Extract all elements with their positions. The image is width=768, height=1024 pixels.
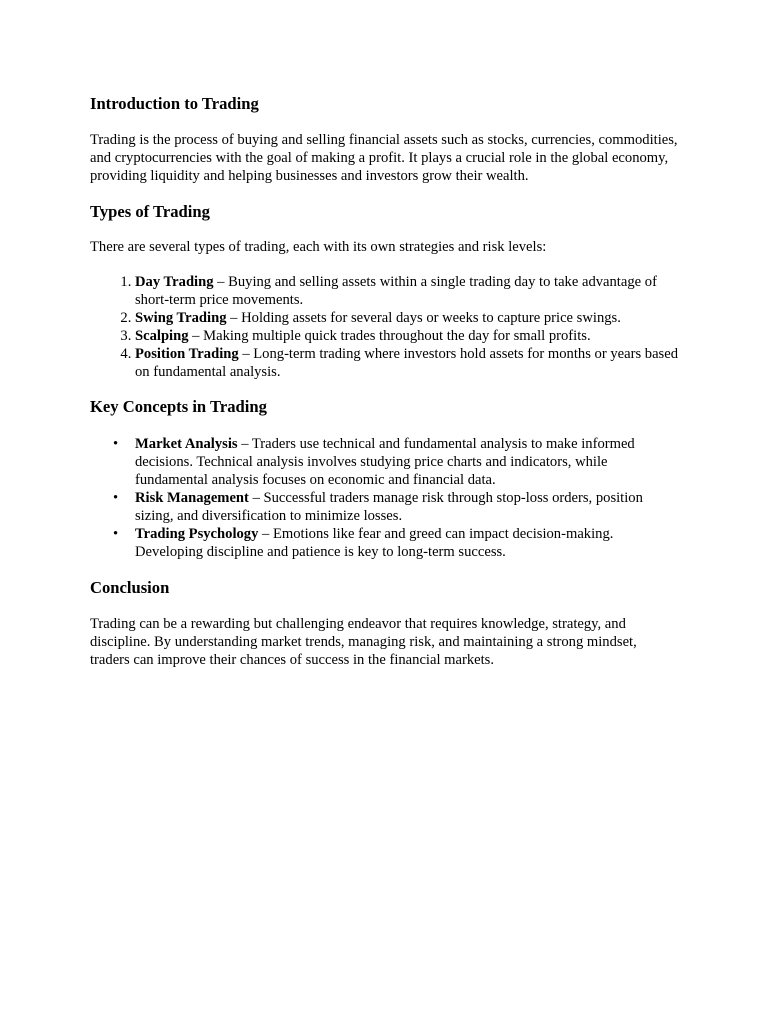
- list-item-text: – Traders use technical and fundamental analysis to make informed decisions. Technical analysis involves studying price charts and indicators, while fundamental analysis focuses on economic and financial data.: [135, 436, 635, 488]
- list-item-term: Position Trading: [135, 346, 239, 362]
- list-item-text: – Successful traders manage risk through stop-loss orders, position sizing, and diversification to minimize losses.: [135, 490, 643, 524]
- list-item-text: – Emotions like fear and greed can impact decision-making. Developing discipline and patience is key to long-term success.: [135, 526, 614, 560]
- list-item-text: – Making multiple quick trades throughout the day for small profits.: [188, 328, 591, 344]
- heading-key-concepts: Key Concepts in Trading: [90, 397, 267, 416]
- bullet-icon: •: [113, 490, 119, 506]
- list-item: [135, 327, 678, 345]
- list-item-term: Risk Management: [135, 490, 249, 506]
- bullet-icon: •: [113, 526, 119, 542]
- list-item: [113, 525, 678, 561]
- list-item-term: Scalping: [135, 328, 189, 344]
- list-item-text: – Holding assets for several days or weeks to capture price swings.: [226, 310, 621, 326]
- list-item: [135, 273, 678, 309]
- paragraph-introduction: Trading is the process of buying and selling financial assets such as stocks, currencies, commodities, and cryptocurrencies with the goal of making a profit. It plays a crucial role in the global economy, providing liquidity and helping businesses and investors grow their wealth.: [90, 132, 678, 184]
- list-item: [113, 489, 678, 525]
- types-list: [90, 273, 678, 381]
- paragraph-conclusion: Trading can be a rewarding but challenging endeavor that requires knowledge, strategy, and discipline. By understanding market trends, managing risk, and maintaining a strong mindset, traders can improve their chances of success in the financial markets.: [90, 616, 637, 668]
- list-item-term: Market Analysis: [135, 436, 238, 452]
- list-item-text: – Buying and selling assets within a single trading day to take advantage of short-term price movements.: [135, 274, 657, 308]
- bullet-icon: •: [113, 436, 119, 452]
- heading-introduction: Introduction to Trading: [90, 94, 259, 113]
- list-item: [113, 435, 678, 489]
- list-item-term: Swing Trading: [135, 310, 227, 326]
- list-item-term: Trading Psychology: [135, 526, 259, 542]
- key-concepts-list: [90, 435, 678, 561]
- list-item-term: Day Trading: [135, 274, 214, 290]
- list-item: [135, 345, 678, 381]
- list-item-text: – Long-term trading where investors hold assets for months or years based on fundamental analysis.: [135, 346, 679, 380]
- heading-conclusion: Conclusion: [90, 578, 170, 597]
- list-item: [135, 309, 678, 327]
- paragraph-types: There are several types of trading, each with its own strategies and risk levels:: [90, 239, 547, 255]
- heading-types: Types of Trading: [90, 202, 210, 221]
